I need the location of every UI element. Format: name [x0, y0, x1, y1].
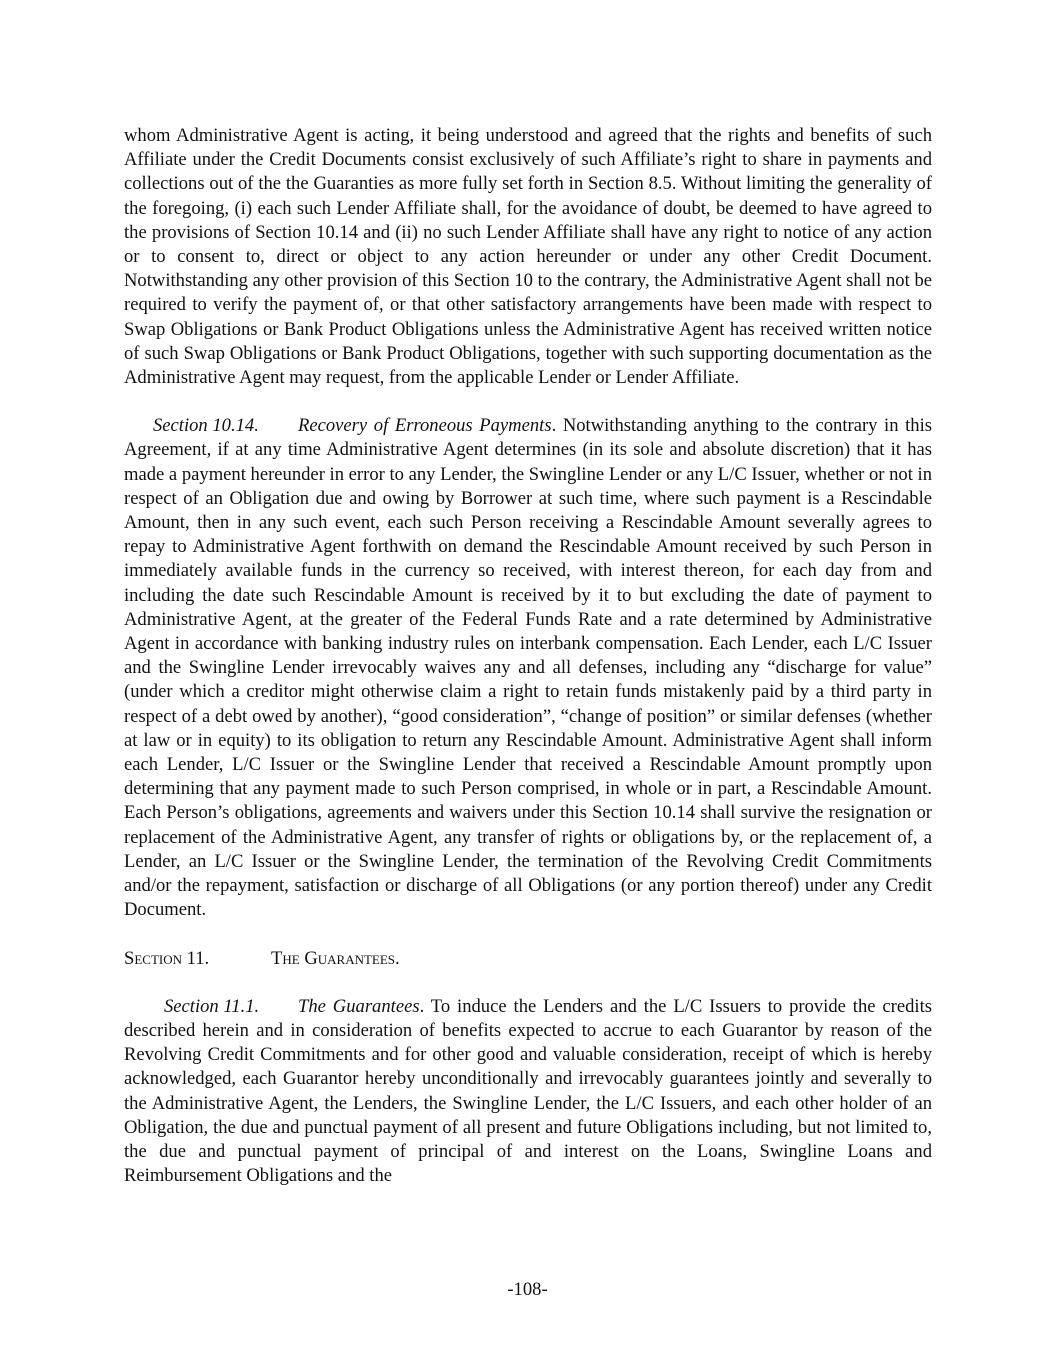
section-10-14-number: Section 10.14. [153, 415, 259, 437]
section-11-title: The Guarantees. [271, 947, 400, 969]
section-11-1-paragraph [124, 995, 932, 1189]
section-10-14-title: Recovery of Erroneous Payments [298, 415, 552, 437]
section-11-1-body: . To induce the Lenders and the L/C Issuers to provide the credits described herein and in consideration of benefits expected to accrue to each Guarantor by reason of the Revolving Credit Commitments and for other good and valuable consideration, receipt of which is hereby acknowledged, each Guarantor hereby unconditionally and irrevocably guarantees jointly and severally to the Administrative Agent, the Lenders, the Swingline Lender, the L/C Issuers, and each other holder of an Obligation, the due and punctual payment of all present and future Obligations including, but not limited to, the due and punctual payment of principal of and interest on the Loans, Swingline Loans and Reimbursement Obligations and the [124, 995, 932, 1187]
section-11-1-title: The Guarantees [298, 995, 420, 1017]
page-number: -108- [507, 1279, 548, 1300]
paragraph-continuation: whom Administrative Agent is acting, it being understood and agreed that the rights and benefits of such Affiliate under the Credit Documents consist exclusively of such Affiliate’s right to share in payments and collections out of the the Guaranties as more fully set forth in Section 8.5. Without limiting the generality of the foregoing, (i) each such Lender Affiliate shall, for the avoidance of doubt, be deemed to have agreed to the provisions of Section 10.14 and (ii) no such Lender Affiliate shall have any right to notice of any action or to consent to, direct or object to any action hereunder or under any other Credit Document. Notwithstanding any other provision of this Section 10 to the contrary, the Administrative Agent shall not be required to verify the payment of, or that other satisfactory arrangements have been made with respect to Swap Obligations or Bank Product Obligations unless the Administrative Agent has received written notice of such Swap Obligations or Bank Product Obligations, together with such supporting documentation as the Administrative Agent may request, from the applicable Lender or Lender Affiliate. [124, 125, 932, 389]
section-10-14-paragraph [124, 414, 932, 922]
document-page [124, 124, 932, 1188]
section-11-1-number: Section 11.1. [164, 995, 260, 1017]
section-11-number: Section 11. [124, 947, 210, 969]
section-10-14-body: . Notwithstanding anything to the contrary in this Agreement, if at any time Administrative Agent determines (in its sole and absolute discretion) that it has made a payment hereunder in error to any Lender, the Swingline Lender or any L/C Issuer, whether or not in respect of an Obligation due and owing by Borrower at such time, where such payment is a Rescindable Amount, then in any such event, each such Person receiving a Rescindable Amount severally agrees to repay to Administrative Agent forthwith on demand the Rescindable Amount received by such Person in immediately available funds in the currency so received, with interest thereon, for each day from and including the date such Rescindable Amount is received by it to but excluding the date of payment to Administrative Agent, at the greater of the Federal Funds Rate and a rate determined by Administrative Agent in accordance with banking industry rules on interbank compensation. Each Lender, each L/C Issuer and the Swingline Lender irrevocably waives any and all defenses, including any “discharge for value” (under which a creditor might otherwise claim a right to retain funds mistakenly paid by a third party in respect of a debt owed by another), “good consideration”, “change of position” or similar defenses (whether at law or in equity) to its obligation to return any Rescindable Amount. Administrative Agent shall inform each Lender, L/C Issuer or the Swingline Lender that received a Rescindable Amount promptly upon determining that any payment made to such Person comprised, in whole or in part, a Rescindable Amount. Each Person’s obligations, agreements and waivers under this Section 10.14 shall survive the resignation or replacement of the Administrative Agent, any transfer of rights or obligations by, or the replacement of, a Lender, an L/C Issuer or the Swingline Lender, the termination of the Revolving Credit Commitments and/or the repayment, satisfaction or discharge of all Obligations (or any portion thereof) under any Credit Document. [124, 415, 932, 921]
section-11-heading [124, 947, 932, 971]
